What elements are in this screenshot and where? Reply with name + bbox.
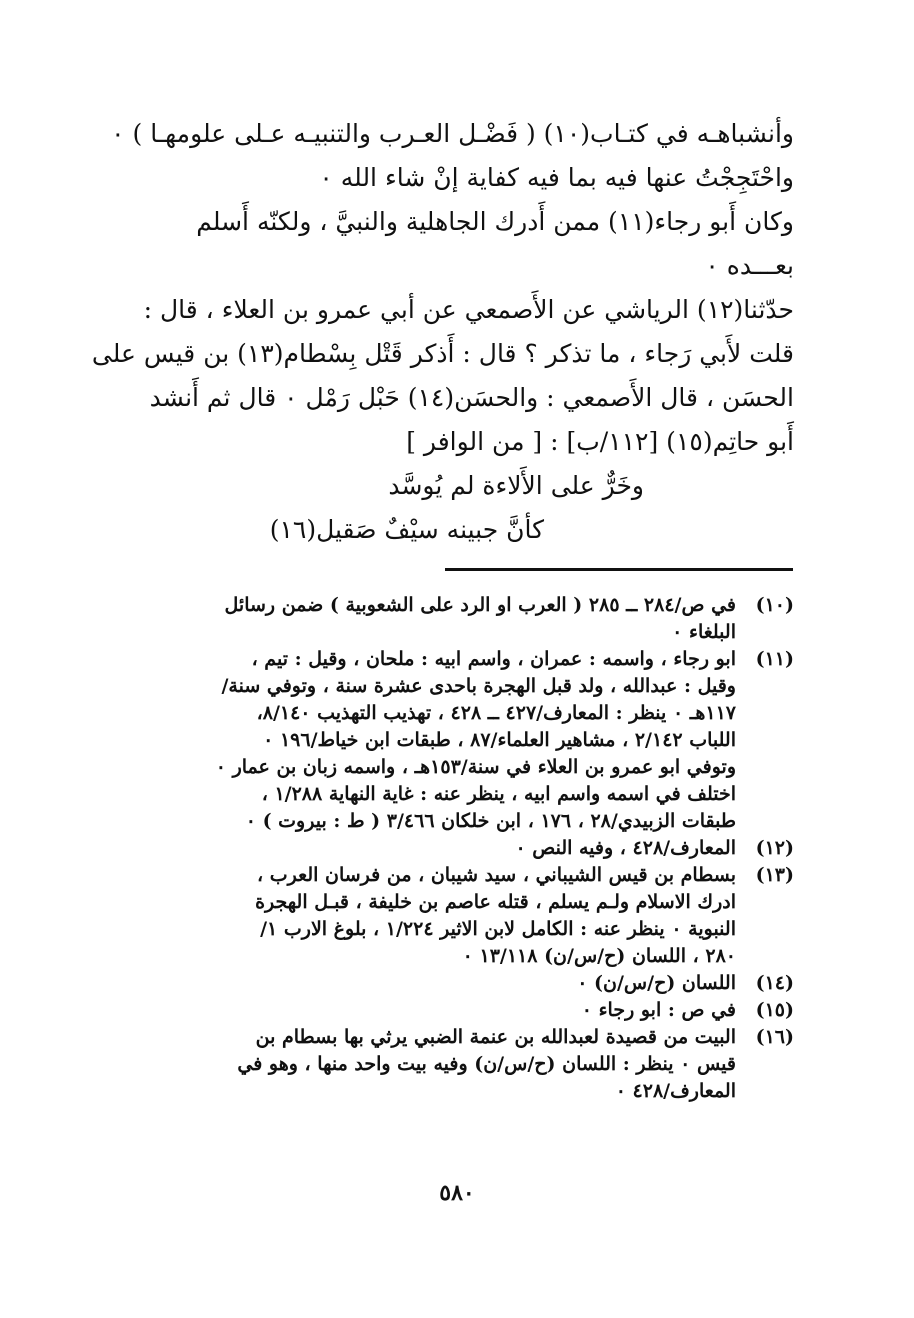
footnote-number: (١٠) [755, 594, 794, 616]
footnote [120, 1024, 794, 1105]
footnote-line: المعارف/٤٢٨ ، وفيه النص ٠ [515, 837, 736, 859]
footnote [120, 862, 794, 970]
footnote [120, 646, 794, 835]
footnote-line: وقيل : عبدالله ، ولد قبل الهجرة باحدى عشرة سنة ، وتوفي سنة/ [221, 675, 736, 697]
text-line: واحْتَجِجْتُ عنها فيه بما فيه كفاية إنْ شاء الله ٠ [319, 163, 794, 192]
text-line: حدّثنا(١٢) الرياشي عن الأَصمعي عن أبي عمرو بن العلاء ، قال : [143, 295, 794, 324]
footnote [120, 970, 794, 997]
footnote [120, 592, 794, 646]
poem-verse: كأنَّ جبينه سيْفٌ صَقيل(١٦) [269, 515, 544, 544]
footnote-line: وتوفي ابو عمرو بن العلاء في سنة/١٥٣هـ ، واسمه زبان بن عمار ٠ [215, 756, 736, 778]
poem-verse: وخَرٌّ على الأَلاءة لم يُوسَّد [388, 471, 644, 500]
footnote-line: اللسان (ح/س/ن) ٠ [577, 972, 736, 994]
footnote-line: ١١٧هـ ٠ ينظر : المعارف/٤٢٧ ــ ٤٢٨ ، تهذيب التهذيب ٨/١٤٠، [256, 702, 736, 724]
footnote [120, 997, 794, 1024]
text-line: أَبو حاتِم(١٥) [١١٢/ب] : [ من الوافر ] [406, 427, 794, 456]
text-line: وكان أَبو رجاء(١١) ممن أَدرك الجاهلية والنبيَّ ، ولكنّه أَسلم [196, 207, 794, 236]
main-text [91, 112, 794, 552]
footnote-line: ٢٨٠ ، اللسان (ح/س/ن) ١٣/١١٨ ٠ [462, 945, 736, 967]
text-line: قلت لأَبي رَجاء ، ما تذكر ؟ قال : أَذكر قَتْل بِسْطام(١٣) بن قيس على [91, 339, 794, 368]
footnote-separator [445, 568, 793, 571]
footnote-number: (١٤) [755, 972, 794, 994]
footnote-number: (١٦) [755, 1026, 794, 1048]
footnote-line: في ص : ابو رجاء ٠ [581, 999, 736, 1021]
footnote-number: (١٣) [755, 864, 794, 886]
footnote-number: (١٢) [755, 837, 794, 859]
text-line: الحسَن ، قال الأَصمعي : والحسَن(١٤) حَبْل رَمْل ٠ قال ثم أَنشد [149, 383, 794, 412]
page-number: ٥٨٠ [439, 1180, 475, 1206]
footnote-line: اللباب ٢/١٤٢ ، مشاهير العلماء/٨٧ ، طبقات ابن خياط/١٩٦ ٠ [263, 729, 736, 751]
footnote-number: (١٥) [755, 999, 794, 1021]
footnote-line: طبقات الزبيدي/٢٨ ، ١٧٦ ، ابن خلكان ٣/٤٦٦ ( ط : بيروت ) ٠ [245, 810, 736, 832]
footnote-line: البيت من قصيدة لعبدالله بن عنمة الضبي يرثي بها بسطام بن [255, 1026, 736, 1048]
text-line: بعـــده ٠ [705, 251, 794, 280]
footnote-line: اختلف في اسمه واسم ابيه ، ينظر عنه : غاية النهاية ١/٢٨٨ ، [261, 783, 736, 805]
footnote-line: قيس ٠ ينظر : اللسان (ح/س/ن) وفيه بيت واحد منها ، وهو في [237, 1053, 736, 1075]
footnote-line: النبوية ٠ ينظر عنه : الكامل لابن الاثير ١/٢٢٤ ، بلوغ الارب ١/ [260, 918, 736, 940]
footnote-number: (١١) [755, 648, 794, 670]
footnote-line: البلغاء ٠ [672, 621, 736, 643]
footnote-line: المعارف/٤٢٨ ٠ [615, 1080, 736, 1102]
footnote-line: ادرك الاسلام ولـم يسلم ، قتله عاصم بن خليفة ، قبـل الهجرة [255, 891, 736, 913]
footnote-line: بسطام بن قيس الشيباني ، سيد شيبان ، من فرسان العرب ، [257, 864, 736, 886]
footnotes [120, 592, 794, 1105]
footnote-line: ابو رجاء ، واسمه : عمران ، واسم ابيه : ملحان ، وقيل : تيم ، [251, 648, 736, 670]
footnote [120, 835, 794, 862]
footnote-line: في ص/٢٨٤ ــ ٢٨٥ ( العرب او الرد على الشعوبية ) ضمن رسائل [224, 594, 736, 616]
text-line: وأنشباهـه في كتـاب(١٠) ( فَضْـل العـرب والتنبيـه عـلى علومهـا ) ٠ [111, 119, 794, 148]
